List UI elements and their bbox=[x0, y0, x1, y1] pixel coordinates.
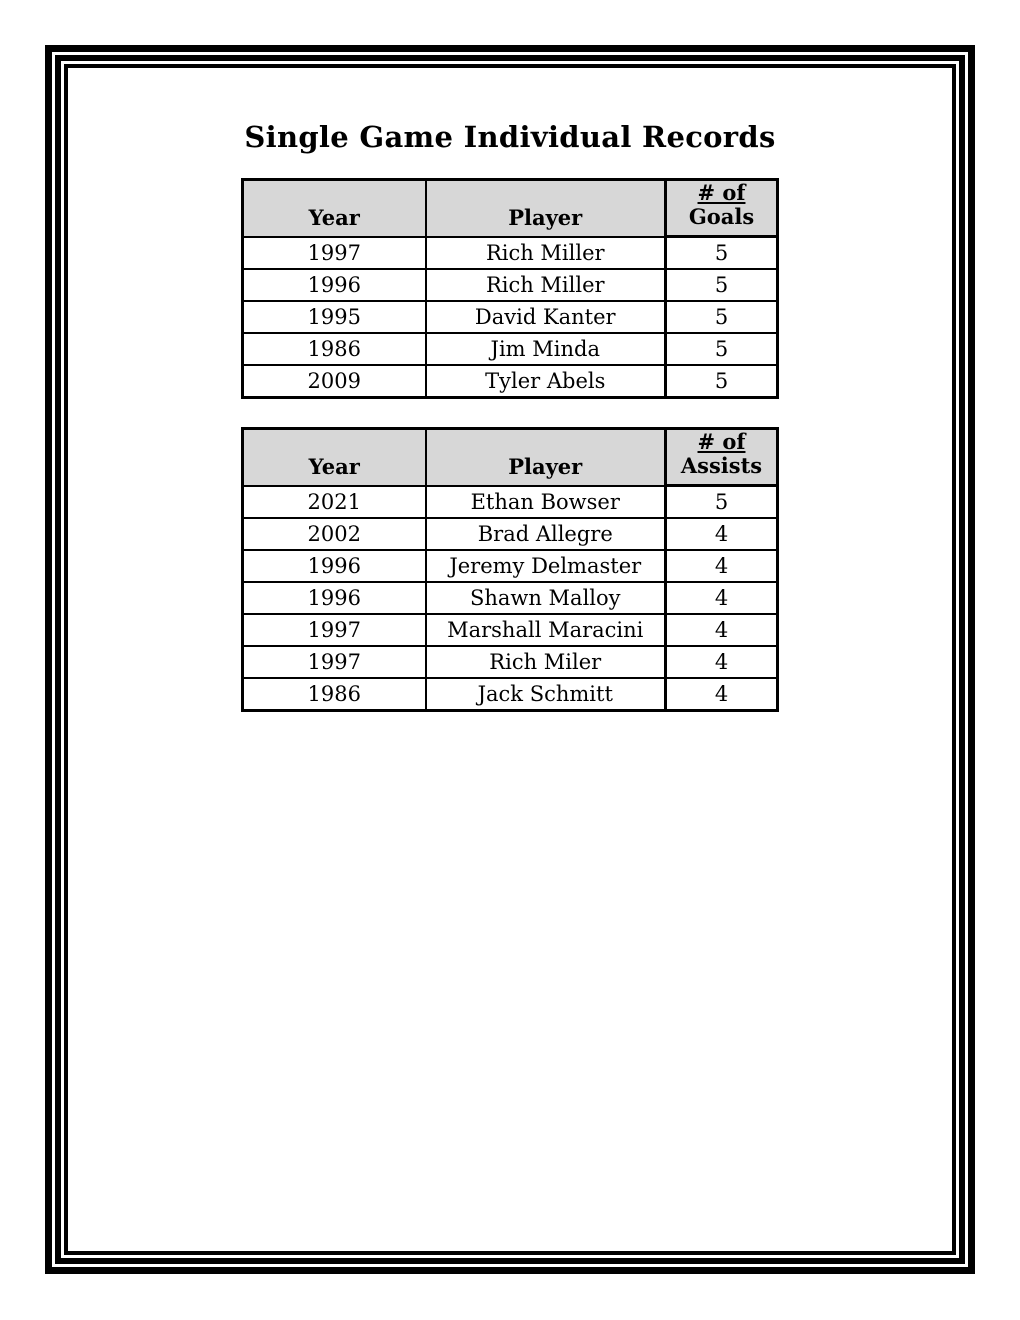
table-row bbox=[243, 365, 778, 398]
page-title: Single Game Individual Records bbox=[244, 120, 776, 154]
year-cell: 2021 bbox=[243, 486, 426, 519]
assists-header-year: Year bbox=[243, 429, 426, 486]
player-cell: Rich Miller bbox=[426, 269, 666, 301]
player-cell: David Kanter bbox=[426, 301, 666, 333]
assists-header-stat-line1: # of bbox=[697, 429, 746, 454]
value-cell: 5 bbox=[666, 333, 778, 365]
year-cell: 1996 bbox=[243, 582, 426, 614]
value-cell: 4 bbox=[666, 582, 778, 614]
assists-table bbox=[241, 427, 779, 712]
table-row bbox=[243, 678, 778, 711]
year-cell: 1996 bbox=[243, 269, 426, 301]
goals-header-stat-line2: Goals bbox=[688, 204, 755, 229]
year-cell: 1997 bbox=[243, 614, 426, 646]
player-cell: Marshall Maracini bbox=[426, 614, 666, 646]
value-cell: 4 bbox=[666, 646, 778, 678]
table-row bbox=[243, 518, 778, 550]
year-cell: 1997 bbox=[243, 237, 426, 270]
year-cell: 1995 bbox=[243, 301, 426, 333]
table-row bbox=[243, 614, 778, 646]
player-cell: Rich Miler bbox=[426, 646, 666, 678]
value-cell: 5 bbox=[666, 269, 778, 301]
year-cell: 1986 bbox=[243, 333, 426, 365]
player-cell: Shawn Malloy bbox=[426, 582, 666, 614]
goals-header-row bbox=[243, 180, 778, 237]
assists-header-row bbox=[243, 429, 778, 486]
assists-header-stat bbox=[666, 429, 778, 486]
table-row bbox=[243, 550, 778, 582]
value-cell: 5 bbox=[666, 237, 778, 270]
goals-table bbox=[241, 178, 779, 399]
goals-header-stat-line1: # of bbox=[697, 180, 746, 205]
goals-header-player: Player bbox=[426, 180, 666, 237]
goals-header-year: Year bbox=[243, 180, 426, 237]
value-cell: 5 bbox=[666, 301, 778, 333]
table-row bbox=[243, 646, 778, 678]
value-cell: 4 bbox=[666, 614, 778, 646]
year-cell: 1997 bbox=[243, 646, 426, 678]
year-cell: 2002 bbox=[243, 518, 426, 550]
page-content bbox=[68, 68, 952, 712]
player-cell: Jeremy Delmaster bbox=[426, 550, 666, 582]
goals-header-stat bbox=[666, 180, 778, 237]
player-cell: Jack Schmitt bbox=[426, 678, 666, 711]
player-cell: Rich Miller bbox=[426, 237, 666, 270]
year-cell: 2009 bbox=[243, 365, 426, 398]
year-cell: 1986 bbox=[243, 678, 426, 711]
assists-header-stat-line2: Assists bbox=[680, 453, 763, 478]
assists-header-player: Player bbox=[426, 429, 666, 486]
table-row bbox=[243, 333, 778, 365]
player-cell: Jim Minda bbox=[426, 333, 666, 365]
table-row bbox=[243, 582, 778, 614]
value-cell: 5 bbox=[666, 486, 778, 519]
player-cell: Tyler Abels bbox=[426, 365, 666, 398]
player-cell: Brad Allegre bbox=[426, 518, 666, 550]
player-cell: Ethan Bowser bbox=[426, 486, 666, 519]
value-cell: 4 bbox=[666, 518, 778, 550]
value-cell: 4 bbox=[666, 678, 778, 711]
table-row bbox=[243, 486, 778, 519]
table-row bbox=[243, 269, 778, 301]
value-cell: 4 bbox=[666, 550, 778, 582]
value-cell: 5 bbox=[666, 365, 778, 398]
table-row bbox=[243, 301, 778, 333]
year-cell: 1996 bbox=[243, 550, 426, 582]
table-row bbox=[243, 237, 778, 270]
